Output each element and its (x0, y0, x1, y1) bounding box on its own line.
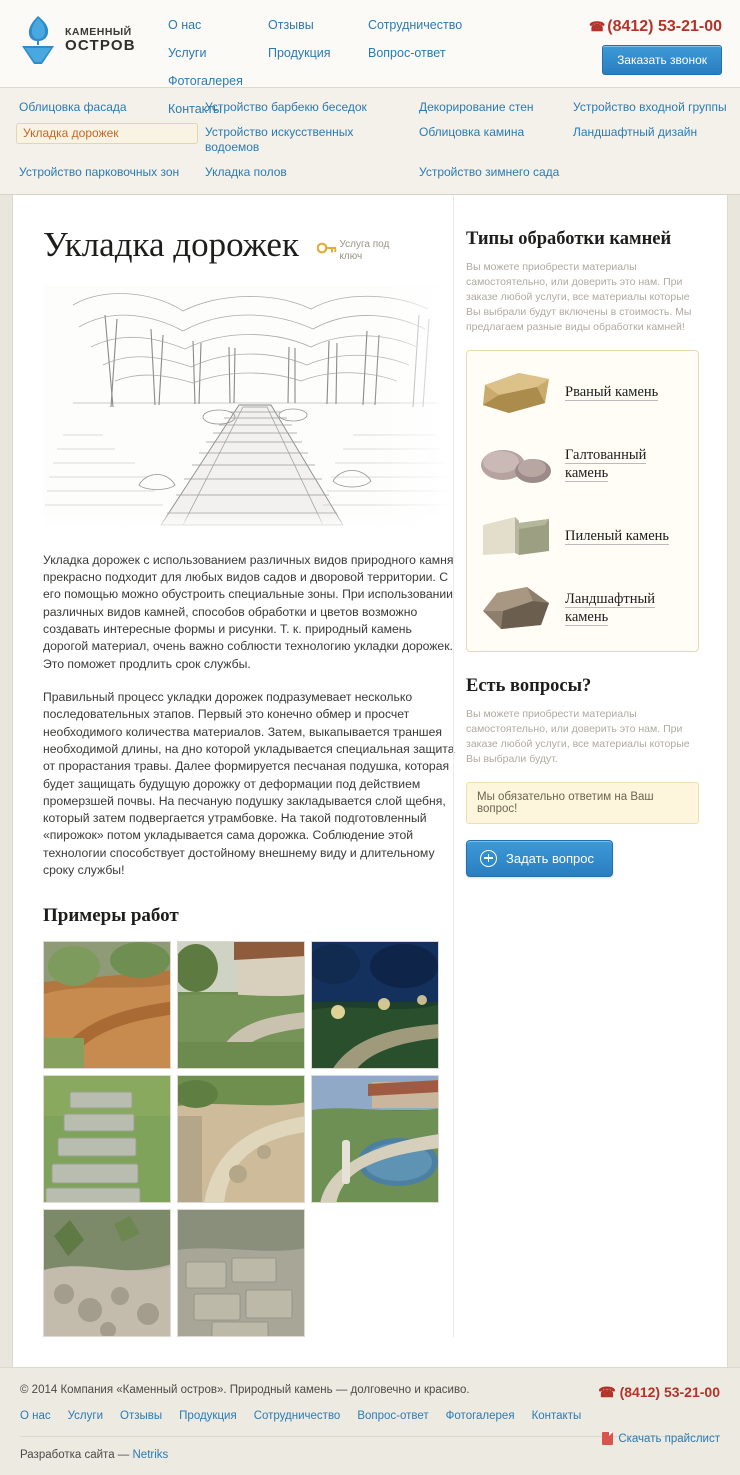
nav-item-services[interactable]: Услуги (168, 46, 207, 60)
stone-rvanyy-icon (479, 365, 553, 419)
nav-item-production[interactable]: Продукция (268, 46, 331, 60)
footer-phone-number: (8412) 53-21-00 (619, 1384, 720, 1401)
service-link-paths[interactable]: Укладка дорожек (16, 123, 198, 143)
ask-question-button[interactable] (466, 840, 613, 877)
island-tree-logo-icon (18, 14, 58, 66)
nav-item-cooperation[interactable]: Сотрудничество (368, 18, 463, 32)
service-link-floors[interactable]: Укладка полов (205, 165, 287, 180)
footer-copyright: © 2014 Компания «Каменный остров». Природный камень — долговечно и красиво. (20, 1384, 470, 1397)
examples-title: Примеры работ (43, 905, 179, 927)
footer-phone[interactable] (598, 1384, 720, 1401)
stone-galtovannyy-icon (479, 437, 553, 491)
turnkey-line-1: Услуга под (339, 239, 390, 251)
stone-landshaftnyy-icon (479, 581, 553, 635)
stone-galtovannyy-label[interactable]: Галтованный камень (565, 446, 647, 481)
service-link-ponds[interactable]: Устройство искусственных водоемов (205, 125, 354, 154)
nav-item-about[interactable]: О нас (168, 18, 202, 32)
header-phone-block (589, 18, 722, 75)
download-pricelist-link[interactable] (602, 1432, 720, 1445)
content-right-column (453, 195, 717, 1338)
stone-types-list (466, 350, 699, 652)
article-paragraph-2: Правильный процесс укладки дорожек подразумевает несколько последовательных этапов. Первый это конечно обмер и просчет необходимого количества материалов. Затем, выкапывается траншея необходимой длины, на дно которой укладывается специальная защита от прорастания травы. Далее формируется песчаная подушка, которая будет защищать будущую дорожку от деформации под действием промерзшей почвы. На песчаную подушку закладывается слой щебня, который затем подвергается утрамбовке. На такой подготовленный «пирожок» потом укладывается сама дорожка. Соблюдение этой технологии способствует достойному внешнему виду и длительному сроку службы! (43, 689, 455, 878)
service-link-parking[interactable]: Устройство парковочных зон (19, 165, 180, 180)
main-nav (168, 18, 568, 130)
gallery-photo-5[interactable] (177, 1075, 305, 1203)
pdf-icon (602, 1432, 613, 1445)
service-link-walls[interactable]: Декорирование стен (419, 100, 534, 114)
developer-prefix: Разработка сайта — (20, 1449, 130, 1462)
gallery-photo-2[interactable] (177, 941, 305, 1069)
gallery-photo-6[interactable] (311, 1075, 439, 1203)
service-link-landscape[interactable]: Ландшафтный дизайн (573, 125, 698, 140)
footer-nav (20, 1410, 720, 1422)
phone-icon-footer: ☎ (598, 1384, 616, 1401)
gallery-photo-3[interactable] (311, 941, 439, 1069)
examples-gallery (43, 941, 439, 1337)
footer-link-cooperation[interactable]: Сотрудничество (253, 1410, 341, 1423)
key-icon (317, 241, 335, 254)
header-phone[interactable] (589, 18, 722, 36)
turnkey-badge (317, 239, 389, 262)
article-paragraph-1: Укладка дорожек с использованием различных видов природного камня прекрасно подходит для любых видов садов и дворовой территории. С его помощью можно обустроить специальные зоны. При использовании различных видов камней, способов обработки и цветов возможно создавать интересные формы и рисунки. Т. к. природный камень дорогой материал, очень важно соблюсти технологию укладки дорожек. Это поможет продлить срок службы. (43, 552, 454, 671)
stone-type-landshaftnyy[interactable] (479, 581, 686, 635)
turnkey-line-2: ключ (339, 250, 363, 262)
stone-landshaftnyy-label[interactable]: Ландшафтный камень (565, 590, 656, 625)
stone-pilenyy-label[interactable]: Пиленый камень (565, 527, 670, 544)
service-link-facade[interactable]: Облицовка фасада (19, 100, 127, 114)
download-pricelist-label: Скачать прайслист (618, 1432, 720, 1445)
footer-link-services[interactable]: Услуги (67, 1410, 104, 1423)
plus-icon (480, 850, 497, 867)
nav-item-reviews[interactable]: Отзывы (268, 18, 314, 32)
page-title: Укладка дорожек (43, 224, 299, 264)
stone-pilenyy-icon (479, 509, 553, 563)
ask-question-label: Задать вопрос (506, 850, 594, 866)
footer-link-reviews[interactable]: Отзывы (120, 1410, 163, 1423)
footer-link-faq[interactable]: Вопрос-ответ (357, 1410, 429, 1423)
gallery-photo-7[interactable] (43, 1209, 171, 1337)
questions-banner: Мы обязательно ответим на Ваш вопрос! (466, 782, 699, 824)
questions-block (466, 676, 699, 877)
service-link-entrance[interactable]: Устройство входной группы (573, 100, 727, 114)
service-link-bbq[interactable]: Устройство барбекю беседок (205, 100, 367, 114)
footer-link-production[interactable]: Продукция (179, 1410, 237, 1423)
footer-link-about[interactable]: О нас (20, 1410, 51, 1423)
gallery-photo-1[interactable] (43, 941, 171, 1069)
stones-title: Типы обработки камней (466, 228, 672, 249)
nav-item-gallery[interactable]: Фотогалерея (168, 74, 243, 88)
callback-button[interactable]: Заказать звонок (602, 45, 722, 75)
footer-link-contacts[interactable]: Контакты (531, 1410, 582, 1423)
gallery-photo-8[interactable] (177, 1209, 305, 1337)
stone-rvanyy-label[interactable]: Рваный камень (565, 383, 659, 400)
logo-line-1: КАМЕННЫЙ (65, 25, 132, 38)
footer-link-gallery[interactable]: Фотогалерея (445, 1410, 515, 1423)
logo-line-2: ОСТРОВ (65, 36, 136, 54)
header-phone-number: (8412) 53-21-00 (607, 18, 722, 35)
stone-type-rvanyy[interactable] (479, 365, 686, 419)
service-link-wintergarden[interactable]: Устройство зимнего сада (419, 165, 560, 180)
questions-title: Есть вопросы? (466, 675, 592, 696)
content-left-column (13, 195, 453, 1338)
hero-sketch (43, 285, 453, 530)
gallery-photo-4[interactable] (43, 1075, 171, 1203)
stone-type-galtovannyy[interactable] (479, 437, 686, 491)
stone-type-pilenyy[interactable] (479, 509, 686, 563)
service-link-fireplace[interactable]: Облицовка камина (419, 125, 525, 140)
logo[interactable] (18, 14, 136, 66)
stones-note: Вы можете приобрести материалы самостоятельно, или доверить это нам. При заказе любой услуги, все материалы которые Вы выбрали будут включены в стоимость. Мы предлагаем разные виды обработки камней! (466, 260, 692, 334)
phone-icon: ☎ (589, 19, 606, 34)
nav-item-contacts[interactable]: Контакты (168, 102, 222, 116)
article-body (43, 552, 455, 880)
questions-note: Вы можете приобрести материалы самостоятельно, или доверить это нам. При заказе любой услуги, все материалы которые Вы выбрали будут. (466, 707, 690, 766)
site-footer (0, 1367, 740, 1475)
nav-item-faq[interactable]: Вопрос-ответ (368, 46, 446, 60)
developer-link[interactable]: Netriks (132, 1449, 169, 1462)
main-content (12, 195, 728, 1368)
